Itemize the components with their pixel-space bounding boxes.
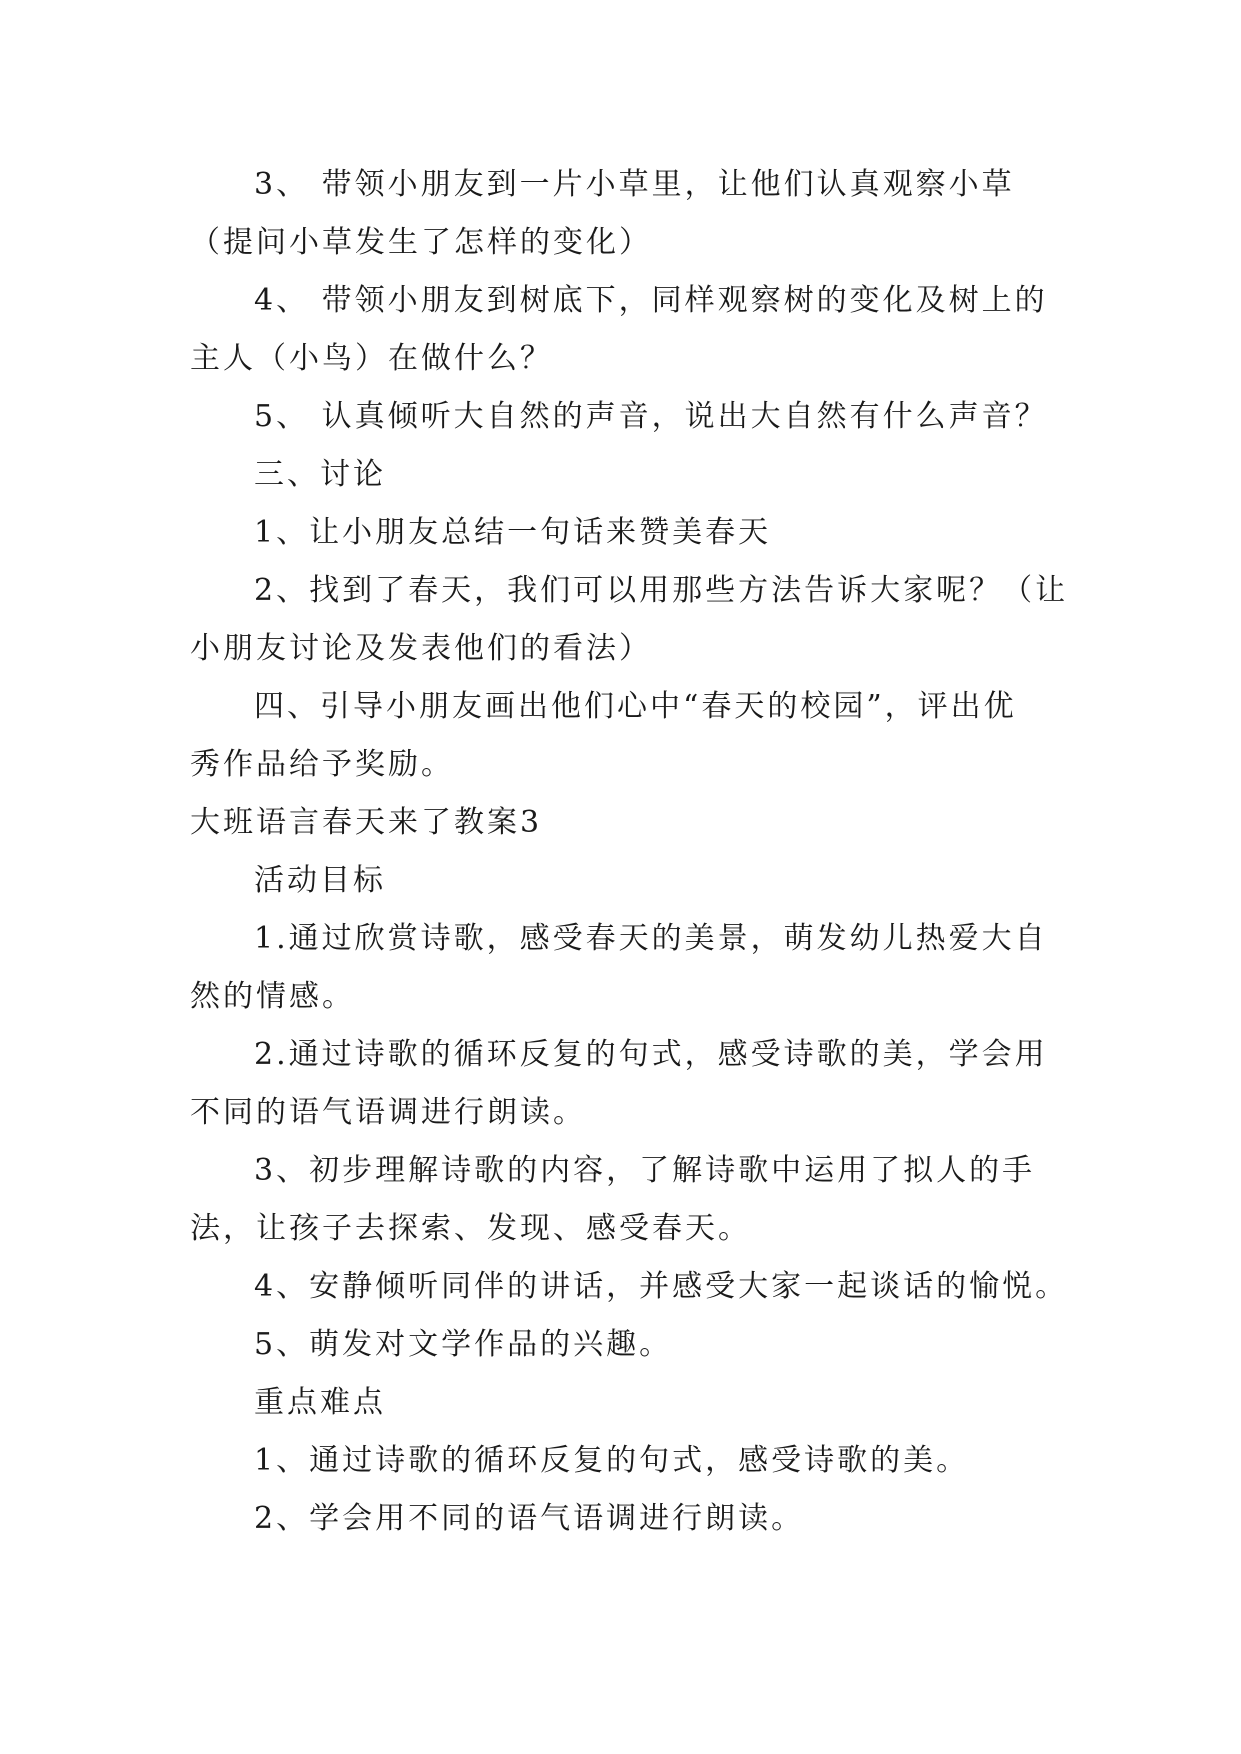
section-heading: 三、讨论 [254,457,386,492]
paragraph-line: 1、让小朋友总结一句话来赞美春天 [254,515,772,550]
section-heading: 重点难点 [254,1385,386,1420]
paragraph-line: 3、 带领小朋友到一片小草里，让他们认真观察小草 [254,167,1015,202]
paragraph-line: 4、安静倾听同伴的讲话，并感受大家一起谈话的愉悦。 [254,1269,1069,1304]
paragraph-line: 小朋友讨论及发表他们的看法） [190,631,652,666]
section-heading: 活动目标 [254,863,386,898]
document-title: 大班语言春天来了教案3 [190,805,543,840]
paragraph-line: 4、 带领小朋友到树底下，同样观察树的变化及树上的 [254,283,1048,318]
paragraph-line: 2、找到了春天，我们可以用那些方法告诉大家呢？（让 [254,573,1069,608]
paragraph-line: 2、学会用不同的语气语调进行朗读。 [254,1501,805,1536]
paragraph-line: 5、 认真倾听大自然的声音，说出大自然有什么声音？ [254,399,1048,434]
document-body [190,156,1069,1548]
paragraph-line: 1、通过诗歌的循环反复的句式，感受诗歌的美。 [254,1443,970,1478]
paragraph-line: 不同的语气语调进行朗读。 [190,1095,586,1130]
paragraph-line: （提问小草发生了怎样的变化） [190,225,652,260]
paragraph-line: 主人（小鸟）在做什么？ [190,341,553,376]
paragraph-line: 秀作品给予奖励。 [190,747,454,782]
paragraph-line: 3、初步理解诗歌的内容，了解诗歌中运用了拟人的手 [254,1153,1036,1188]
paragraph-line: 1.通过欣赏诗歌，感受春天的美景，萌发幼儿热爱大自 [254,921,1048,956]
paragraph-line: 四、引导小朋友画出他们心中“春天的校园”，评出优 [254,689,1017,724]
paragraph-line: 5、萌发对文学作品的兴趣。 [254,1327,673,1362]
paragraph-line: 2.通过诗歌的循环反复的句式，感受诗歌的美，学会用 [254,1037,1048,1072]
paragraph-line: 法，让孩子去探索、发现、感受春天。 [190,1211,751,1246]
paragraph-line: 然的情感。 [190,979,355,1014]
